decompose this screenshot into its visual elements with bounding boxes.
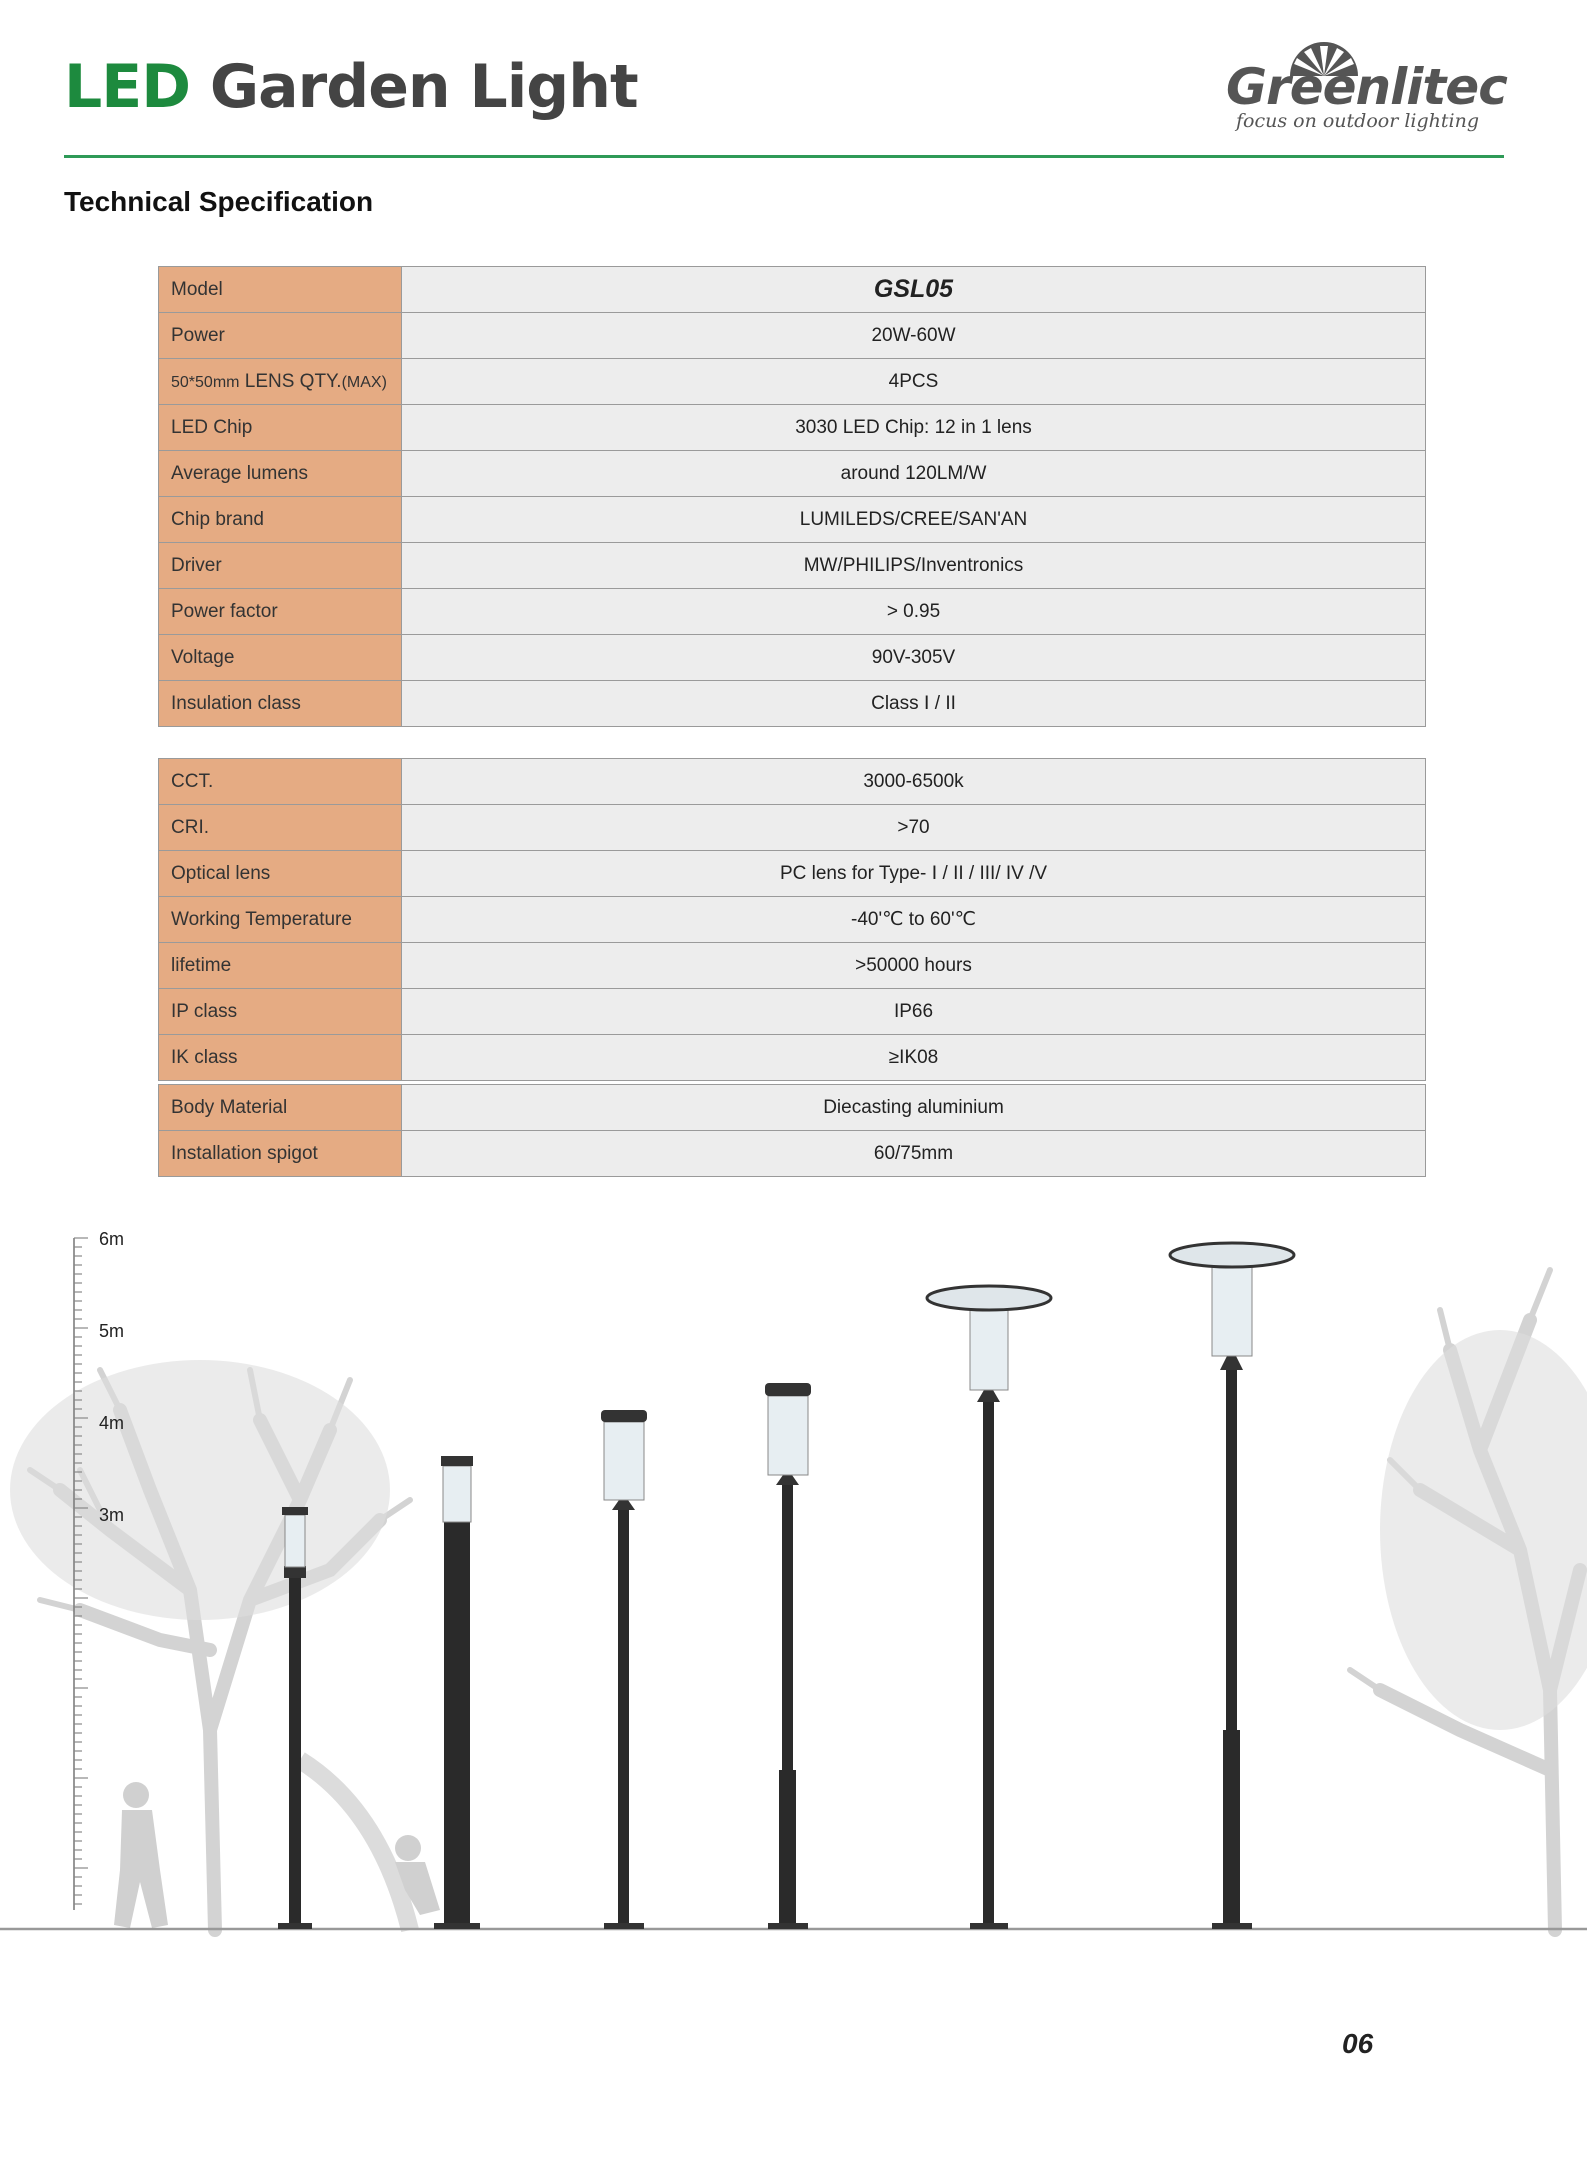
spec-table-mechanical xyxy=(158,1084,1426,1177)
scale-label-4m: 4m xyxy=(99,1413,125,1433)
spec-label: Model xyxy=(159,267,402,313)
spec-label: Installation spigot xyxy=(159,1131,402,1177)
lamp-pole-4 xyxy=(765,1383,811,1929)
spec-row-model xyxy=(159,267,1426,313)
spec-row xyxy=(159,1085,1426,1131)
spec-label: Insulation class xyxy=(159,681,402,727)
logo-tagline: focus on outdoor lighting xyxy=(1236,110,1479,132)
spec-label: Average lumens xyxy=(159,451,402,497)
spec-value: -40'℃ to 60'℃ xyxy=(402,897,1426,943)
spec-row xyxy=(159,943,1426,989)
spec-value: 3000-6500k xyxy=(402,759,1426,805)
spec-label: Driver xyxy=(159,543,402,589)
spec-value: > 0.95 xyxy=(402,589,1426,635)
spec-row xyxy=(159,451,1426,497)
pole-height-illustration xyxy=(0,1170,1587,1950)
brand-logo xyxy=(1218,38,1508,138)
scale-label-3m: 3m xyxy=(99,1505,125,1525)
spec-value: 90V-305V xyxy=(402,635,1426,681)
lamp-pole-2 xyxy=(434,1456,480,1929)
title-accent: LED xyxy=(64,52,191,122)
page-number: 06 xyxy=(1342,2028,1374,2059)
lamp-pole-6 xyxy=(1170,1243,1294,1929)
spec-row xyxy=(159,759,1426,805)
spec-value: ≥IK08 xyxy=(402,1035,1426,1081)
section-title: Technical Specification xyxy=(64,186,374,217)
spec-value: >50000 hours xyxy=(402,943,1426,989)
spec-value: IP66 xyxy=(402,989,1426,1035)
spec-value: Diecasting aluminium xyxy=(402,1085,1426,1131)
spec-table-electrical xyxy=(158,266,1426,727)
spec-value: >70 xyxy=(402,805,1426,851)
spec-value: LUMILEDS/CREE/SAN'AN xyxy=(402,497,1426,543)
title-rest: Garden Light xyxy=(190,52,638,122)
lens-max: (MAX) xyxy=(341,373,387,391)
spec-label: Power factor xyxy=(159,589,402,635)
spec-row-lens-qty xyxy=(159,359,1426,405)
page-title xyxy=(64,52,638,122)
lamp-pole-3 xyxy=(601,1410,647,1929)
spec-value: around 120LM/W xyxy=(402,451,1426,497)
spec-row xyxy=(159,989,1426,1035)
slide-shape xyxy=(300,1760,410,1930)
spec-value: Class Ⅰ / II xyxy=(402,681,1426,727)
spec-row xyxy=(159,1035,1426,1081)
spec-row xyxy=(159,313,1426,359)
spec-row xyxy=(159,405,1426,451)
spec-label: Power xyxy=(159,313,402,359)
tree-left-canopy xyxy=(10,1360,390,1620)
lamp-pole-5 xyxy=(927,1286,1051,1929)
lens-label: LENS QTY. xyxy=(239,370,342,392)
spec-value: MW/PHILIPS/Inventronics xyxy=(402,543,1426,589)
spec-value: 60/75mm xyxy=(402,1131,1426,1177)
spec-value: 4PCS xyxy=(402,359,1426,405)
spec-label: Working Temperature xyxy=(159,897,402,943)
spec-table-optical xyxy=(158,758,1426,1081)
spec-row xyxy=(159,851,1426,897)
tree-right-canopy xyxy=(1380,1330,1587,1730)
spec-value: PC lens for Type- Ⅰ / II / III/ IV /V xyxy=(402,851,1426,897)
spec-label: lifetime xyxy=(159,943,402,989)
spec-value: 3030 LED Chip: 12 in 1 lens xyxy=(402,405,1426,451)
spec-label: CRI. xyxy=(159,805,402,851)
model-value: GSL05 xyxy=(402,267,1426,313)
spec-row xyxy=(159,589,1426,635)
spec-value: 20W-60W xyxy=(402,313,1426,359)
scale-label-5m: 5m xyxy=(99,1321,125,1341)
spec-row xyxy=(159,897,1426,943)
spec-label: IP class xyxy=(159,989,402,1035)
spec-label: LED Chip xyxy=(159,405,402,451)
scale-label-6m: 6m xyxy=(99,1229,125,1249)
lens-size: 50*50mm xyxy=(171,373,240,391)
spec-row xyxy=(159,543,1426,589)
logo-name: Greenlitec xyxy=(1226,58,1507,116)
spec-label: Chip brand xyxy=(159,497,402,543)
spec-row xyxy=(159,805,1426,851)
spec-label: Optical lens xyxy=(159,851,402,897)
spec-row xyxy=(159,497,1426,543)
header-divider xyxy=(64,155,1504,158)
spec-row xyxy=(159,635,1426,681)
spec-label: Voltage xyxy=(159,635,402,681)
spec-label xyxy=(159,359,402,405)
spec-row xyxy=(159,681,1426,727)
child-figure xyxy=(114,1782,168,1928)
spec-label: IK class xyxy=(159,1035,402,1081)
spec-label: Body Material xyxy=(159,1085,402,1131)
spec-label: CCT. xyxy=(159,759,402,805)
